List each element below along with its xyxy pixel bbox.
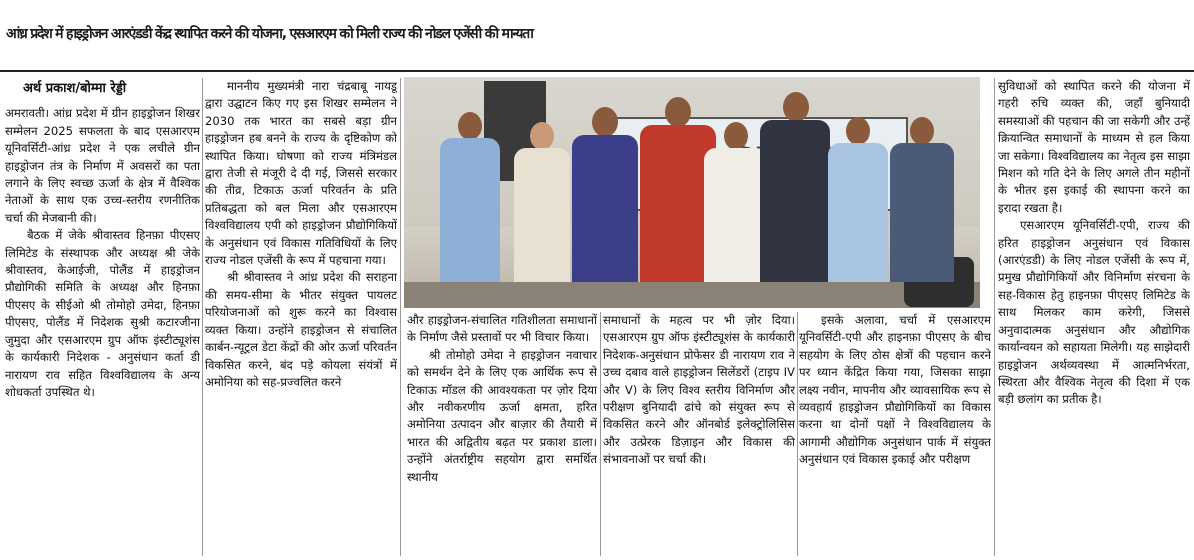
column-divider: [797, 312, 798, 556]
col2-para-1: माननीय मुख्यमंत्री नारा चंद्रबाबू नायडू द्वारा उद्घाटन किए गए इस शिखर सम्मेलन ने 2030 तक भारत का सबसे बड़ा ग्रीन हाइड्रोजन हब बनने के राज्य के दृष्टिकोण को स्थापित किया। घोषणा को राज्य मंत्रिमंडल द्वारा तेजी से मंजूरी दे दी गई, जिससे सरकार की तीव्र, टिकाऊ ऊर्जा परिवर्तन के प्रति प्रतिबद्धता को बल मिला और एसआरएम विश्वविद्यालय एपी को हाइड्रोजन प्रौद्योगिकियों के अनुसंधान एवं विकास गतिविधियों के लिए राज्य नोडल एजेंसी के रूप में पहचाना गया।: [205, 79, 397, 268]
col6-para-2: एसआरएम यूनिवर्सिटी-एपी, राज्य की हरित हाइड्रोजन अनुसंधान एवं विकास (आरएंडडी) के लिए नोडल एजेंसी के रूप में, प्रमुख प्रौद्योगिकियों और विनिर्माण संरचना के सह-विकास हेतु हाइनफ़ा पीएसए लिमिटेड के साथ मिलकर काम करेगी, जिससे अनुवादात्मक अनुसंधान और औद्योगिक कार्यान्वयन को सहायता मिलेगी। यह साझेदारी हाइड्रोजन अर्थव्यवस्था में आत्मनिर्भरता, स्थिरता और वैश्विक नेतृत्व की दिशा में एक बड़ी छलांग का प्रतीक है।: [998, 218, 1190, 407]
col3-para-2: श्री तोमोहो उमेदा ने हाइड्रोजन नवाचार को समर्थन देने के लिए एक आर्थिक रूप से टिकाऊ मॉडल की आवश्यकता पर ज़ोर दिया और नवीकरणीय ऊर्जा क्षमता, हरित अमोनिया उत्पादन और बाज़ार की तैयारी में भारत की अद्वितीय बढ़त पर प्रकाश डाला। उन्होंने अंतर्राष्ट्रीय सहयोग द्वारा समर्थित स्थानीय: [407, 347, 597, 484]
person-5: [704, 122, 768, 282]
person-6: [760, 92, 830, 282]
column-divider: [600, 312, 601, 556]
byline: अर्थ प्रकाश/बोम्मा रेड्डी: [23, 81, 127, 96]
person-1: [440, 112, 500, 282]
column-divider: [202, 78, 203, 556]
photo-table: [404, 282, 980, 308]
col2-para-2: श्री श्रीवास्तव ने आंध्र प्रदेश की सराहना की समय-सीमा के भीतर संयुक्त पायलट परियोजनाओं को शुरू करने का विश्वास व्यक्त किया। उन्होंने हाइड्रोजन से संचालित कार्बन-न्यूट्रल डेटा केंद्रों की ओर ऊर्जा परिवर्तन विकसित करने, बंद पड़े कोयला संयंत्रों में अमोनिया को सह-प्रज्वलित करने: [205, 270, 397, 389]
column-4: [603, 312, 795, 558]
headline-rule: [0, 70, 1194, 72]
col1-para-2: बैठक में जेके श्रीवास्तव हिनफ़ा पीएसए लिमिटेड के संस्थापक और अध्यक्ष श्री जेके श्रीवास्तव, केआईजी, पोलैंड में हाइड्रोजन प्रौद्योगिकी समिति के अध्यक्ष और हिनफ़ा पीएसए के सीईओ श्री तोमोहो उमेदा, हिनफ़ा पीएसए, पोलैंड में निदेशक सुश्री कटारजीना जुमुदा और एसआरएम ग्रुप ऑफ इंस्टीट्यूशंस के कार्यकारी निदेशक - अनुसंधान कर्ता डी नारायण राव सहित विश्वविद्यालय के अन्य शोधकर्ता उपस्थित थे।: [5, 228, 200, 399]
column-1: [5, 78, 200, 558]
column-6: [998, 78, 1190, 558]
person-7: [828, 117, 888, 282]
person-3: [572, 107, 638, 282]
col3-para-1: और हाइड्रोजन-संचालित गतिशीलता समाधानों के निर्माण जैसे प्रस्तावों पर भी विचार किया।: [407, 313, 597, 345]
person-2: [514, 122, 570, 282]
person-8: [890, 117, 954, 282]
col4-para-1: समाधानों के महत्व पर भी ज़ोर दिया। एसआरएम ग्रुप ऑफ इंस्टीट्यूशंस के कार्यकारी निदेशक-अनुसंधान प्रोफेसर डी नारायण राव ने उच्च दबाव वाले हाइड्रोजन सिलेंडरों (टाइप IV और V) के लिए विश्व स्तरीय विनिर्माण और परीक्षण बुनियादी ढांचे को संयुक्त रूप से विकसित करने और ऑनबोर्ड इलेक्ट्रोलिसिस और उत्प्रेरक डिज़ाइन और विकास की संभावनाओं पर चर्चा की।: [603, 313, 795, 467]
column-5: [799, 312, 991, 558]
column-divider: [400, 78, 401, 556]
column-divider: [994, 78, 995, 556]
news-photo: [404, 77, 980, 308]
col5-para-1: इसके अलावा, चर्चा में एसआरएम यूनिवर्सिटी-एपी और हाइनफ़ा पीएसए के बीच सहयोग के लिए ठोस क्षेत्रों की पहचान करने पर ध्यान केंद्रित किया गया, जिसका साझा लक्ष्य नवीन, मापनीय और व्यावसायिक रूप से व्यवहार्य हाइड्रोजन प्रौद्योगिकियों का विकास करना था दोनों पक्षों ने विश्वविद्यालय के आगामी औद्योगिक अनुसंधान पार्क में संयुक्त अनुसंधान एवं विकास इकाई और परीक्षण: [799, 313, 991, 467]
col6-para-1: सुविधाओं को स्थापित करने की योजना में गहरी रुचि व्यक्त की, जहाँ बुनियादी समस्याओं की पहचान की जा सकेगी और उन्हें क्रियान्वित समाधानों के माध्यम से हल किया जा सकेगा। विश्वविद्यालय का नेतृत्व इस साझा मिशन को गति देने के लिए अगले तीन महीनों के भीतर इस इकाई की स्थापना करने का इरादा रखता है।: [998, 79, 1190, 215]
col1-para-1: अमरावती। आंध्र प्रदेश में ग्रीन हाइड्रोजन शिखर सम्मेलन 2025 सफलता के बाद एसआरएम यूनिवर्सिटी-आंध्र प्रदेश ने एक लचीले ग्रीन हाइड्रोजन तंत्र के निर्माण में अवसरों का पता लगाने के लिए स्वच्छ ऊर्जा के क्षेत्र में वैश्विक नेताओं के साथ एक उच्च-स्तरीय रणनीतिक चर्चा की मेजबानी की।: [5, 106, 200, 225]
headline: आंध्र प्रदेश में हाइड्रोजन आरएंडडी केंद्र स्थापित करने की योजना, एसआरएम को मिली राज्य की नोडल एजेंसी की मान्यता: [6, 26, 533, 42]
column-2: [205, 78, 397, 558]
column-3: [407, 312, 597, 558]
